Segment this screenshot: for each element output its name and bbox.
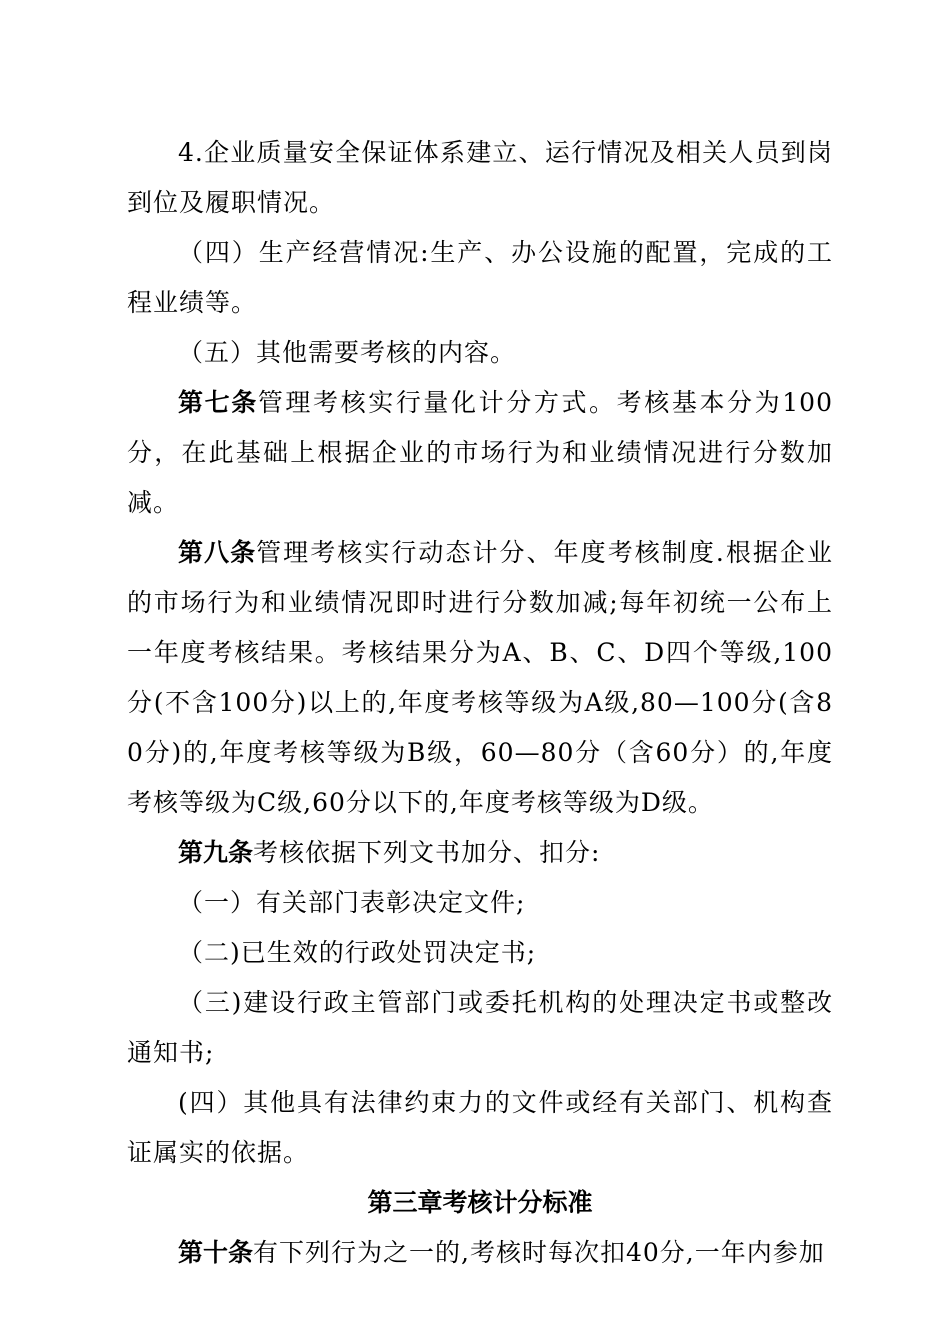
paragraph-text: 有下列行为之一的,考核时每次扣40分,一年内参加 (253, 1238, 825, 1267)
paragraph-section-4 (127, 228, 833, 328)
paragraph-text: （二)已生效的行政处罚决定书; (178, 938, 537, 967)
article-label: 第八条 (178, 538, 257, 567)
paragraph-text: （一）有关部门表彰决定文件; (178, 888, 526, 917)
paragraph-text: (四）其他具有法律约束力的文件或经有关部门、机构查证属实的依据。 (127, 1088, 833, 1167)
article-8 (127, 528, 833, 828)
article-label: 第九条 (178, 838, 254, 867)
article-9-item-2 (127, 928, 833, 978)
article-9-item-1 (127, 878, 833, 928)
article-10 (127, 1228, 833, 1278)
document-body (127, 128, 833, 1278)
paragraph-text: 管理考核实行动态计分、年度考核制度.根据企业的市场行为和业绩情况即时进行分数加减;每年初统一公布上一年度考核结果。考核结果分为A、B、C、D四个等级,100分(不含100分)以上的,年度考核等级为A级,80—100分(含80分)的,年度考核等级为B级，60—80分（含60分）的,年度考核等级为C级,60分以下的,年度考核等级为D级。 (127, 538, 833, 817)
article-label: 第十条 (178, 1238, 254, 1267)
paragraph-text: （四）生产经营情况:生产、办公设施的配置，完成的工程业绩等。 (127, 238, 833, 317)
article-9-item-4 (127, 1078, 833, 1178)
paragraph-text: （五）其他需要考核的内容。 (178, 338, 517, 367)
paragraph-text: 4.企业质量安全保证体系建立、运行情况及相关人员到岗到位及履职情况。 (127, 138, 833, 217)
article-9-item-3 (127, 978, 833, 1078)
paragraph-section-5 (127, 328, 833, 378)
article-label: 第七条 (178, 388, 258, 417)
paragraph-item-4 (127, 128, 833, 228)
paragraph-text: 管理考核实行量化计分方式。考核基本分为100分，在此基础上根据企业的市场行为和业绩情况进行分数加减。 (127, 388, 833, 517)
article-7 (127, 378, 833, 528)
paragraph-text: 考核依据下列文书加分、扣分: (253, 838, 601, 867)
paragraph-text: （三)建设行政主管部门或委托机构的处理决定书或整改通知书; (127, 988, 833, 1067)
article-9 (127, 828, 833, 878)
chapter-heading: 第三章考核计分标准 (367, 1188, 593, 1217)
